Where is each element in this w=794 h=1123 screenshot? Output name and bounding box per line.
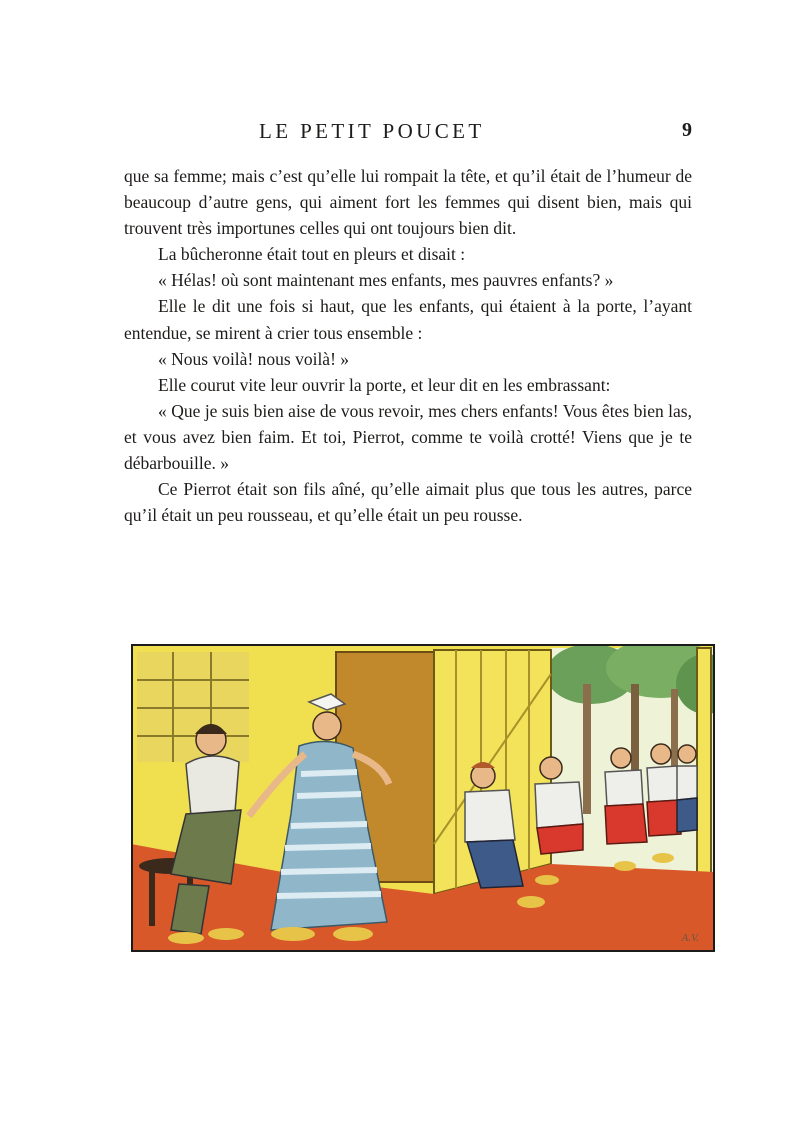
- door-frame: [697, 648, 711, 878]
- page-header: [124, 119, 692, 147]
- paragraph: La bûcheronne était tout en pleurs et disait :: [158, 244, 466, 265]
- paragraph: Elle courut vite leur ouvrir la porte, et leur dit en les embrassant:: [158, 374, 611, 395]
- illustration-scene: [131, 644, 715, 952]
- paragraph: « Hélas! où sont maintenant mes enfants, mes pauvres enfants? »: [158, 270, 614, 291]
- page-number: 9: [682, 119, 692, 141]
- paragraph: Ce Pierrot était son fils aîné, qu’elle aimait plus que tous les autres, parce qu’il était un peu rousseau, et qu’elle était un peu rousse.: [124, 479, 692, 526]
- paragraph: « Que je suis bien aise de vous revoir, mes chers enfants! Vous êtes bien las, et vous avez bien faim. Et toi, Pierrot, comme te voilà crotté! Viens que je te débarbouille. »: [124, 400, 692, 474]
- paragraph: Elle le dit une fois si haut, que les enfants, qui étaient à la porte, l’ayant entendue, se mirent à crier tous ensemble :: [124, 296, 692, 343]
- paragraph: « Nous voilà! nous voilà! »: [158, 348, 350, 369]
- illustration: [131, 644, 715, 952]
- child-five: [677, 745, 697, 832]
- running-title: LE PETIT POUCET: [259, 119, 485, 143]
- body-text: [124, 163, 692, 528]
- illustrator-signature: A.V.: [681, 932, 699, 944]
- paragraph: que sa femme; mais c’est qu’elle lui rompait la tête, et qu’il était de l’humeur de beaucoup d’autre gens, qui aiment fort les femmes qui disent bien, mais qui trouvent très importunes celles qui ont toujours bien dit.: [124, 166, 692, 239]
